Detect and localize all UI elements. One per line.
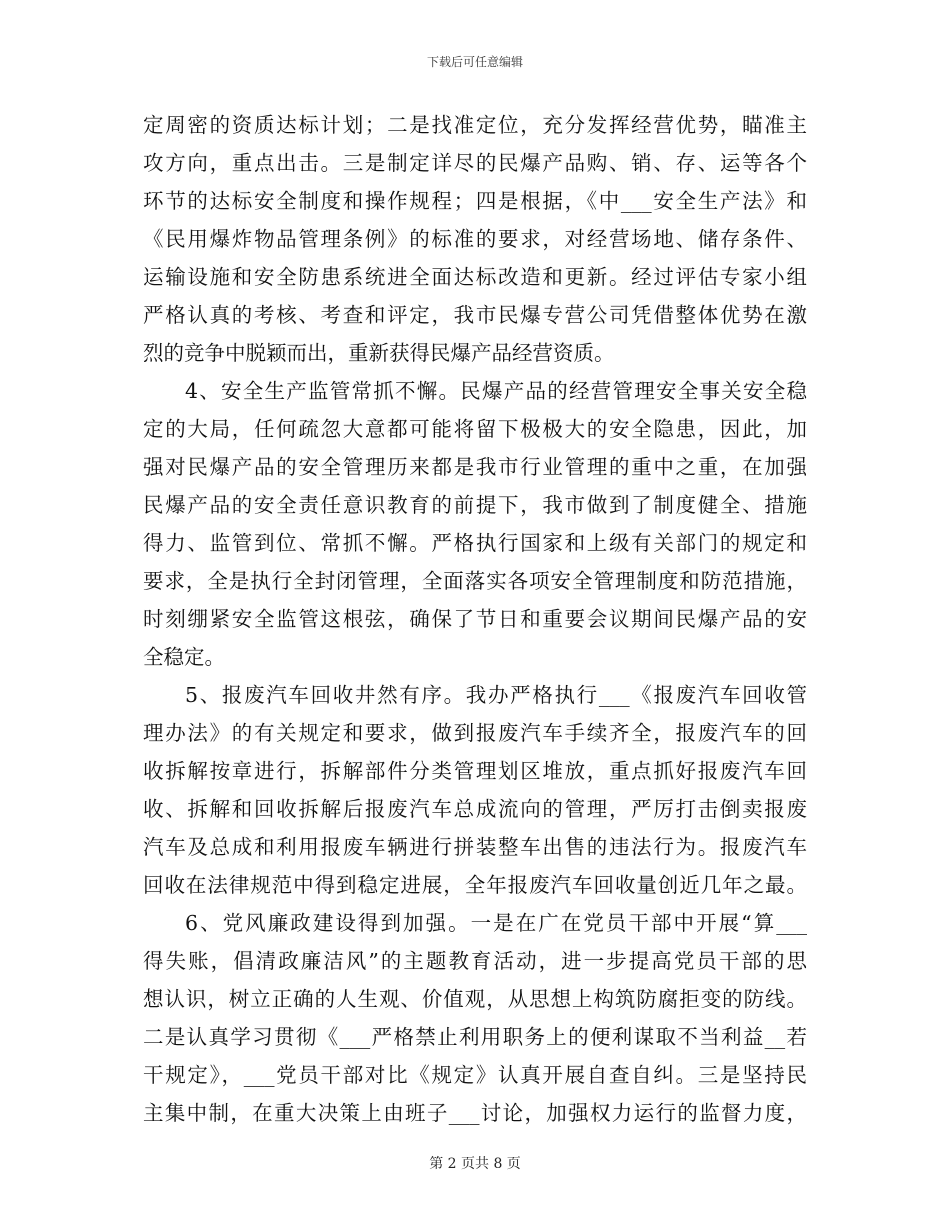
page-header: 下载后可任意编辑 xyxy=(426,55,523,69)
text-line: 主集中制，在重大决策上由班子___讨论，加强权力运行的监督力度， xyxy=(143,1101,807,1125)
text-line: 运输设施和安全防患系统进全面达标改造和更新。经过评估专家小组 xyxy=(143,265,807,289)
paragraph-start-line: 4、安全生产监管常抓不懈。民爆产品的经营管理安全事关安全稳 xyxy=(185,379,807,403)
text-line: 想认识，树立正确的人生观、价值观，从思想上构筑防腐拒变的防线。 xyxy=(143,987,807,1011)
text-line: 时刻绷紧安全监管这根弦，确保了节日和重要会议期间民爆产品的安 xyxy=(143,607,807,631)
document-body xyxy=(143,110,807,1136)
text-line: 《民用爆炸物品管理条例》的标准的要求，对经营场地、储存条件、 xyxy=(143,227,807,251)
text-line: 攻方向，重点出击。三是制定详尽的民爆产品购、销、存、运等各个 xyxy=(143,151,807,175)
text-line: 严格认真的考核、考查和评定，我市民爆专营公司凭借整体优势在激 xyxy=(143,303,807,327)
text-line: 收、拆解和回收拆解后报废汽车总成流向的管理，严厉打击倒卖报废 xyxy=(143,797,807,821)
text-line: 强对民爆产品的安全管理历来都是我市行业管理的重中之重，在加强 xyxy=(143,455,807,479)
text-line: 定周密的资质达标计划；二是找准定位，充分发挥经营优势，瞄准主 xyxy=(143,113,807,137)
text-line: 烈的竞争中脱颖而出，重新获得民爆产品经营资质。 xyxy=(143,341,615,365)
paragraph-start-line: 5、报废汽车回收井然有序。我办严格执行___《报废汽车回收管 xyxy=(185,683,807,707)
text-line: 环节的达标安全制度和操作规程；四是根据，《中___安全生产法》和 xyxy=(143,189,807,213)
text-line: 民爆产品的安全责任意识教育的前提下，我市做到了制度健全、措施 xyxy=(143,493,807,517)
text-line: 得力、监管到位、常抓不懈。严格执行国家和上级有关部门的规定和 xyxy=(143,531,807,555)
text-line: 干规定》，___党员干部对比《规定》认真开展自查自纠。三是坚持民 xyxy=(143,1063,807,1087)
text-line: 要求，全是执行全封闭管理，全面落实各项安全管理制度和防范措施， xyxy=(143,569,807,593)
text-line: 二是认真学习贯彻《___严格禁止利用职务上的便利谋取不当利益__若 xyxy=(143,1025,807,1049)
text-line: 得失账，倡清政廉洁风”的主题教育活动，进一步提高党员干部的思 xyxy=(143,949,807,973)
text-line: 全稳定。 xyxy=(143,645,225,669)
text-line: 定的大局，任何疏忽大意都可能将留下极极大的安全隐患，因此，加 xyxy=(143,417,807,441)
text-line: 回收在法律规范中得到稳定进展，全年报废汽车回收量创近几年之最。 xyxy=(143,873,807,897)
paragraph-start-line: 6、党风廉政建设得到加强。一是在广在党员干部中开展“算___ xyxy=(185,911,807,935)
text-line: 收拆解按章进行，拆解部件分类管理划区堆放，重点抓好报废汽车回 xyxy=(143,759,807,783)
page-number-footer: 第 2 页共 8 页 xyxy=(429,1156,521,1172)
text-line: 汽车及总成和利用报废车辆进行拼装整车出售的违法行为。报废汽车 xyxy=(143,835,807,859)
text-line: 理办法》的有关规定和要求，做到报废汽车手续齐全，报废汽车的回 xyxy=(143,721,807,745)
